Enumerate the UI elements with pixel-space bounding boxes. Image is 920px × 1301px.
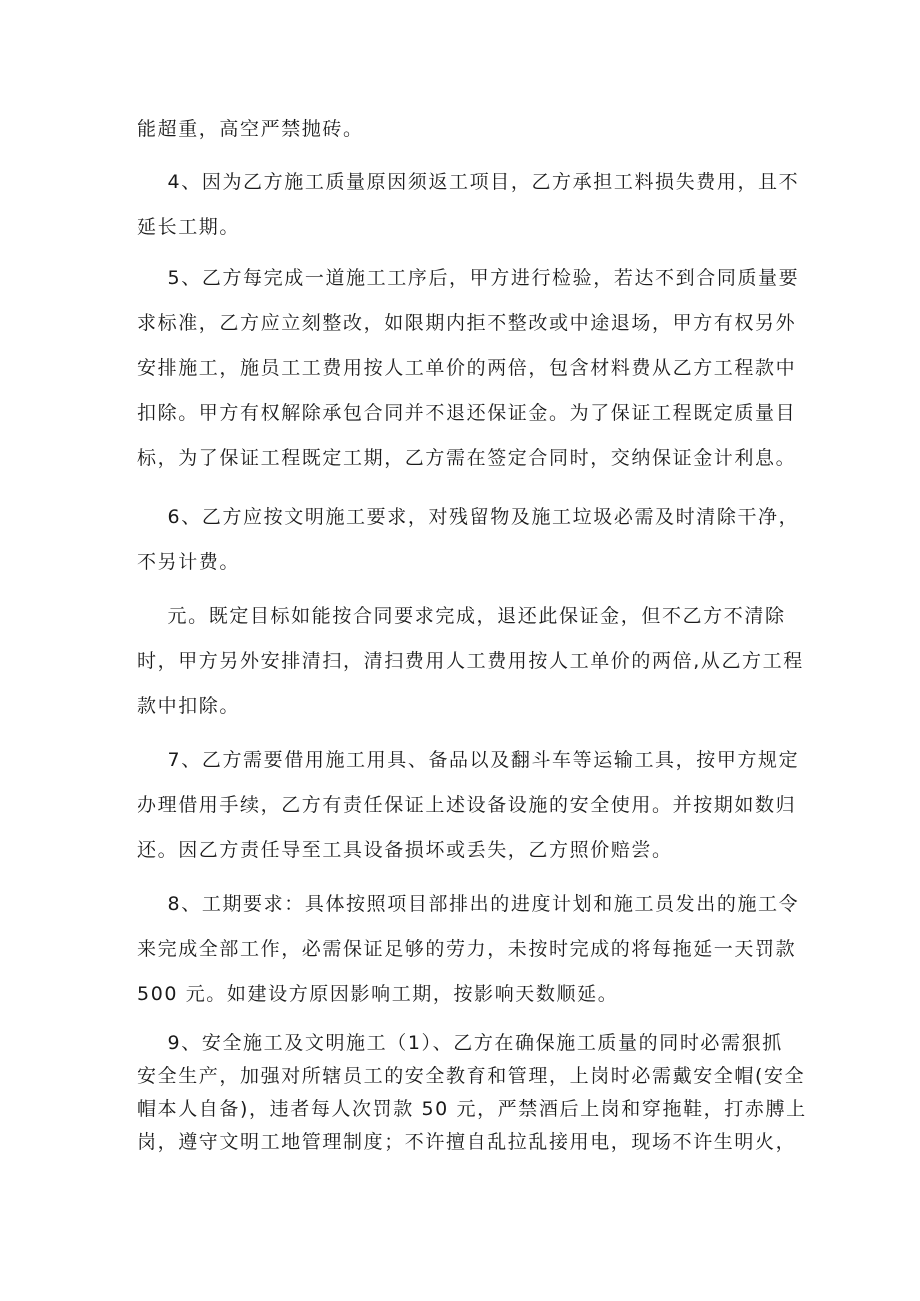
text-line: 款中扣除。 xyxy=(137,695,241,717)
text-line: 能超重，高空严禁抛砖。 xyxy=(137,118,364,140)
text-line: 标，为了保证工程既定工期，乙方需在签定合同时，交纳保证金计利息。 xyxy=(137,447,797,469)
paragraph-clause-5 xyxy=(137,256,800,481)
text-line: 元。既定目标如能按合同要求完成，退还此保证金，但不乙方不清除 xyxy=(137,605,786,627)
text-line: 延长工期。 xyxy=(137,216,241,238)
paragraph-clause-3-end xyxy=(137,107,797,152)
text-line: 4、因为乙方施工质量原因须返工项目，乙方承担工料损失费用，且不 xyxy=(137,171,800,193)
text-line: 不另计费。 xyxy=(137,551,241,573)
paragraph-clause-9 xyxy=(137,1027,807,1159)
text-line: 安排施工，施员工工费用按人工单价的两倍，包含材料费从乙方工程款中 xyxy=(137,357,797,379)
paragraph-clause-4 xyxy=(137,160,800,250)
paragraph-clause-7 xyxy=(137,738,800,873)
text-line: 来完成全部工作，必需保证足够的劳力，未按时完成的将每拖延一天罚款 xyxy=(137,938,797,960)
paragraph-clause-6 xyxy=(137,495,800,585)
text-line: 9、安全施工及文明施工（1）、乙方在确保施工质量的同时必需狠抓 xyxy=(137,1032,783,1054)
text-line: 帽本人自备)，违者每人次罚款 50 元，严禁酒后上岗和穿拖鞋，打赤膊上 xyxy=(137,1098,807,1120)
text-line: 求标准，乙方应立刻整改，如限期内拒不整改或中途退场，甲方有权另外 xyxy=(137,312,797,334)
text-line: 时，甲方另外安排清扫，清扫费用人工费用按人工单价的两倍,从乙方工程 xyxy=(137,650,804,672)
text-line: 7、乙方需要借用施工用具、备品以及翻斗车等运输工具，按甲方规定 xyxy=(137,749,800,771)
text-line: 500 元。如建设方原因影响工期，按影响天数顺延。 xyxy=(137,983,619,1005)
text-line: 安全生产，加强对所辖员工的安全教育和管理，上岗时必需戴安全帽(安全 xyxy=(137,1065,806,1087)
paragraph-clause-8 xyxy=(137,882,800,1017)
text-line: 岗，遵守文明工地管理制度；不许擅自乱拉乱接用电，现场不许生明火， xyxy=(137,1131,797,1153)
paragraph-deposit-note xyxy=(137,594,804,729)
text-line: 8、工期要求：具体按照项目部排出的进度计划和施工员发出的施工令 xyxy=(137,893,800,915)
text-line: 6、乙方应按文明施工要求，对残留物及施工垃圾必需及时清除干净， xyxy=(137,506,800,528)
text-line: 5、乙方每完成一道施工工序后，甲方进行检验，若达不到合同质量要 xyxy=(137,267,800,289)
text-line: 办理借用手续，乙方有责任保证上述设备设施的安全使用。并按期如数归 xyxy=(137,794,797,816)
text-line: 扣除。甲方有权解除承包合同并不退还保证金。为了保证工程既定质量目 xyxy=(137,402,797,424)
text-line: 还。因乙方责任导至工具设备损坏或丢失，乙方照价赔尝。 xyxy=(137,839,673,861)
